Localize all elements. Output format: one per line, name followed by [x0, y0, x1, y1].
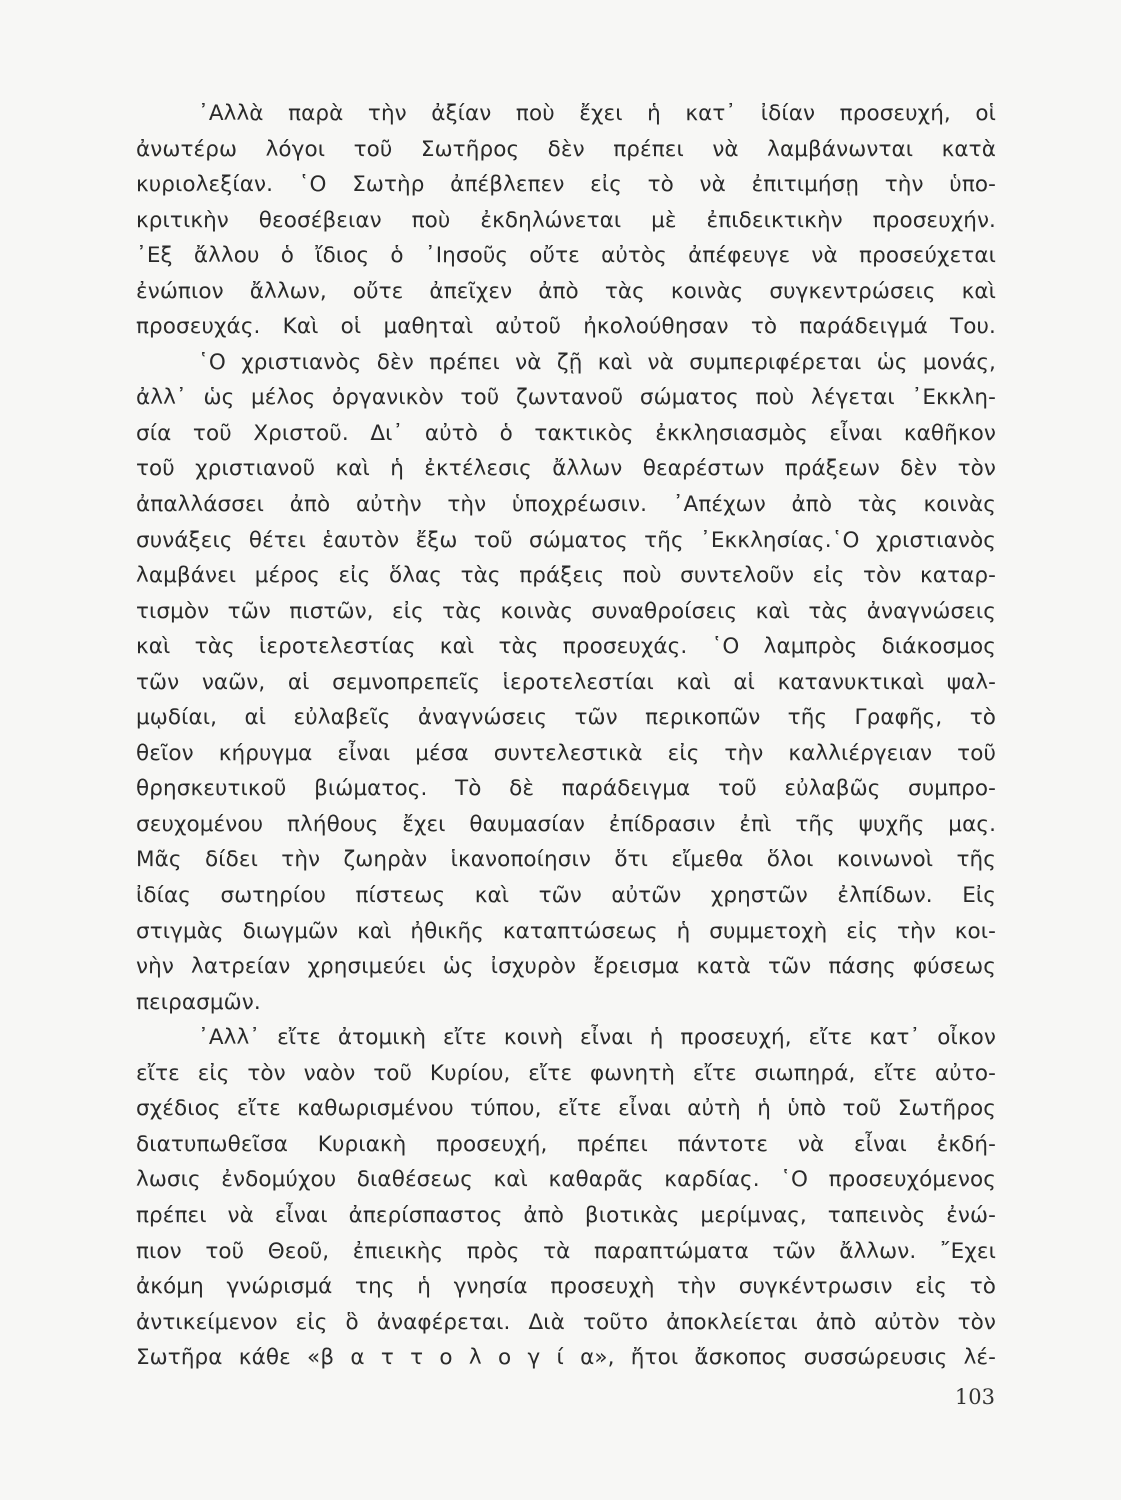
text-line: Μᾶς δίδει τὴν ζωηρὰν ἱκανοποίησιν ὅτι εἴμεθα ὅλοι κοινωνοὶ τῆς: [136, 847, 996, 873]
text-line: λαμβάνει μέρος εἰς ὅλας τὰς πράξεις ποὺ συντελοῦν εἰς τὸν καταρ-: [136, 563, 996, 589]
text-line: πιον τοῦ Θεοῦ, ἐπιεικὴς πρὸς τὰ παραπτώματα τῶν ἄλλων. ῎Εχει: [136, 1238, 996, 1264]
text-line: πειρασμῶν.: [136, 989, 261, 1015]
text-line: προσευχάς. Καὶ οἱ μαθηταὶ αὐτοῦ ἠκολούθησαν τὸ παράδειγμά Του.: [136, 314, 996, 340]
text-line: ἀνωτέρω λόγοι τοῦ Σωτῆρος δὲν πρέπει νὰ λαμβάνωνται κατὰ: [136, 136, 996, 162]
text-line: νὴν λατρείαν χρησιμεύει ὡς ἰσχυρὸν ἔρεισμα κατὰ τῶν πάσης φύσεως: [136, 954, 996, 980]
text-line: ἰδίας σωτηρίου πίστεως καὶ τῶν αὐτῶν χρηστῶν ἐλπίδων. Εἰς: [136, 883, 996, 909]
text-line: συνάξεις θέτει ἑαυτὸν ἔξω τοῦ σώματος τῆς ᾿Εκκλησίας.῾Ο χριστιανὸς: [136, 527, 996, 553]
text-line: κυριολεξίαν. ῾Ο Σωτὴρ ἀπέβλεπεν εἰς τὸ νὰ ἐπιτιμήσῃ τὴν ὑπο-: [136, 172, 996, 198]
text-line: θρησκευτικοῦ βιώματος. Τὸ δὲ παράδειγμα τοῦ εὐλαβῶς συμπρο-: [136, 776, 996, 802]
page-number: 103: [954, 1385, 995, 1409]
text-line: καὶ τὰς ἱεροτελεστίας καὶ τὰς προσευχάς. ῾Ο λαμπρὸς διάκοσμος: [136, 634, 996, 660]
text-line: τοῦ χριστιανοῦ καὶ ἡ ἐκτέλεσις ἄλλων θεαρέστων πράξεων δὲν τὸν: [136, 456, 996, 482]
text-line: ᾿Αλλὰ παρὰ τὴν ἀξίαν ποὺ ἔχει ἡ κατ᾿ ἰδίαν προσευχή, οἱ: [198, 101, 996, 126]
text-line: σχέδιος εἴτε καθωρισμένου τύπου, εἴτε εἶναι αὐτὴ ἡ ὑπὸ τοῦ Σωτῆρος: [136, 1096, 996, 1122]
text-line: ῾Ο χριστιανὸς δὲν πρέπει νὰ ζῇ καὶ νὰ συμπεριφέρεται ὡς μονάς,: [198, 349, 996, 375]
text-line: λωσις ἐνδομύχου διαθέσεως καὶ καθαρᾶς καρδίας. ῾Ο προσευχόμενος: [136, 1167, 996, 1193]
text-line: σευχομένου πλήθους ἔχει θαυμασίαν ἐπίδρασιν ἐπὶ τῆς ψυχῆς μας.: [136, 811, 996, 837]
text-line: διατυπωθεῖσα Κυριακὴ προσευχή, πρέπει πάντοτε νὰ εἶναι ἐκδή-: [136, 1131, 996, 1157]
text-line: μῳδίαι, αἱ εὐλαβεῖς ἀναγνώσεις τῶν περικοπῶν τῆς Γραφῆς, τὸ: [136, 705, 996, 731]
text-line: εἴτε εἰς τὸν ναὸν τοῦ Κυρίου, εἴτε φωνητὴ εἴτε σιωπηρά, εἴτε αὐτο-: [136, 1060, 996, 1086]
text-line: ᾿Αλλ᾿ εἴτε ἀτομικὴ εἴτε κοινὴ εἶναι ἡ προσευχή, εἴτε κατ᾿ οἶκον: [198, 1025, 996, 1051]
text-line: Σωτῆρα κάθε «β α τ τ ο λ ο γ ί α», ἤτοι ἄσκοπος συσσώρευσις λέ-: [136, 1345, 996, 1371]
text-line: ἐνώπιον ἄλλων, οὔτε ἀπεῖχεν ἀπὸ τὰς κοινὰς συγκεντρώσεις καὶ: [136, 278, 996, 304]
text-line: ἀλλ᾿ ὡς μέλος ὀργανικὸν τοῦ ζωντανοῦ σώματος ποὺ λέγεται ᾿Εκκλη-: [136, 385, 996, 411]
text-line: ἀντικείμενον εἰς ὃ ἀναφέρεται. Διὰ τοῦτο ἀποκλείεται ἀπὸ αὐτὸν τὸν: [136, 1309, 996, 1335]
text-line: ᾿Εξ ἄλλου ὁ ἴδιος ὁ ᾿Ιησοῦς οὔτε αὐτὸς ἀπέφευγε νὰ προσεύχεται: [136, 243, 996, 269]
text-line: τισμὸν τῶν πιστῶν, εἰς τὰς κοινὰς συναθροίσεις καὶ τὰς ἀναγνώσεις: [136, 598, 996, 624]
text-line: θεῖον κήρυγμα εἶναι μέσα συντελεστικὰ εἰς τὴν καλλιέργειαν τοῦ: [136, 740, 996, 766]
text-line: ἀκόμη γνώρισμά της ἡ γνησία προσευχὴ τὴν συγκέντρωσιν εἰς τὸ: [136, 1274, 996, 1300]
text-line: στιγμὰς διωγμῶν καὶ ἠθικῆς καταπτώσεως ἡ συμμετοχὴ εἰς τὴν κοι-: [136, 918, 996, 944]
page-body: [136, 96, 996, 1376]
text-line: σία τοῦ Χριστοῦ. Δι᾿ αὐτὸ ὁ τακτικὸς ἐκκλησιασμὸς εἶναι καθῆκον: [136, 420, 996, 446]
text-line: κριτικὴν θεοσέβειαν ποὺ ἐκδηλώνεται μὲ ἐπιδεικτικὴν προσευχήν.: [136, 207, 996, 233]
text-line: πρέπει νὰ εἶναι ἀπερίσπαστος ἀπὸ βιοτικὰς μερίμνας, ταπεινὸς ἐνώ-: [136, 1202, 996, 1228]
text-line: τῶν ναῶν, αἱ σεμνοπρεπεῖς ἱεροτελεστίαι καὶ αἱ κατανυκτικαὶ ψαλ-: [136, 669, 996, 695]
text-line: ἀπαλλάσσει ἀπὸ αὐτὴν τὴν ὑποχρέωσιν. ᾿Απέχων ἀπὸ τὰς κοινὰς: [136, 492, 996, 518]
